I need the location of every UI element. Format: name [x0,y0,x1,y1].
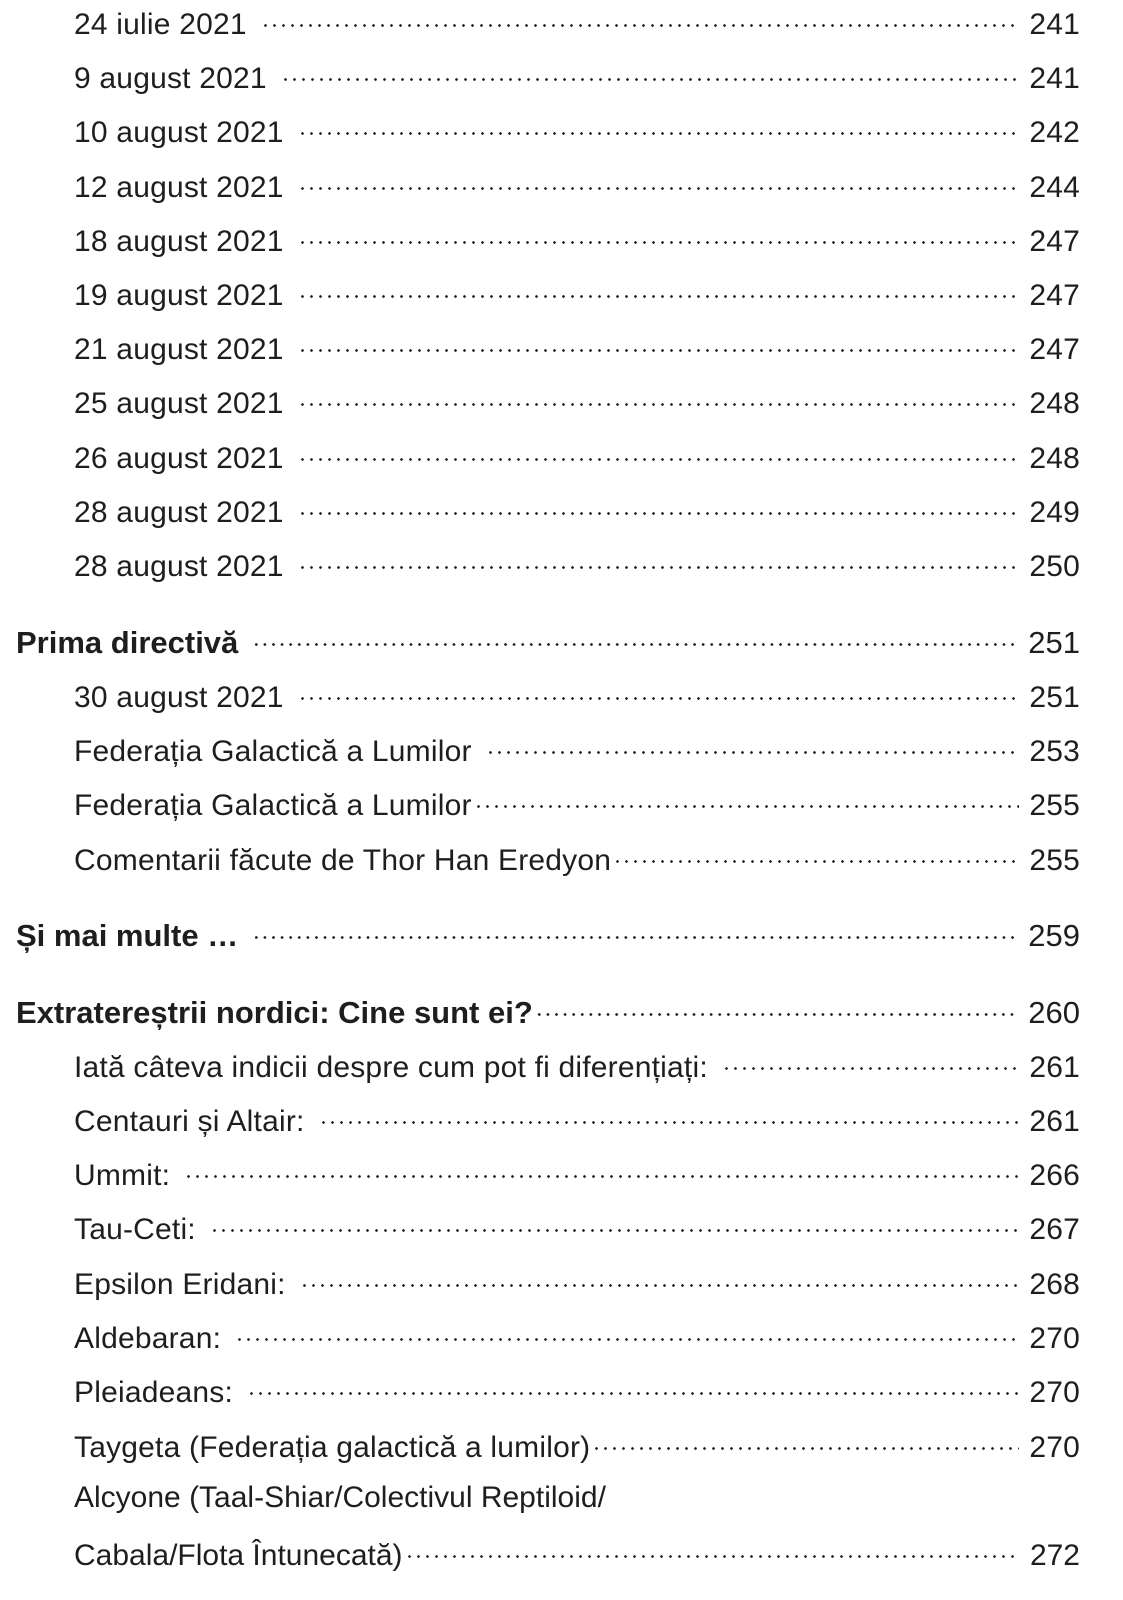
toc-entry-page: 272 [1029,1539,1080,1572]
toc-section-entry[interactable] [74,329,1080,367]
dot-leader [300,1264,1020,1294]
toc-entry-page: 247 [1029,225,1080,258]
dot-leader [319,1101,1020,1131]
toc-entry-page: 267 [1029,1213,1080,1246]
toc-entry-title-line1: Alcyone (Taal-Shiar/Colectivul Reptiloid/ [74,1481,606,1514]
toc-entry-title: Comentarii făcute de Thor Han Eredyon [74,844,612,877]
toc-entry-page: 260 [1028,995,1080,1030]
toc-entry-title: 24 iulie 2021 [74,8,247,41]
toc-entry-title: Pleiadeans: [74,1376,233,1409]
dot-leader [298,329,1020,359]
toc-entry-page: 251 [1028,625,1080,660]
dot-leader [298,492,1020,522]
toc-entry-title: Și mai multe … [16,918,239,953]
toc-entry-page: 250 [1029,550,1080,583]
toc-entry-title: 25 august 2021 [74,387,284,420]
dot-leader [252,622,1018,653]
toc-entry-title: Iată câteva indicii despre cum pot fi diferențiați: [74,1051,708,1084]
toc-section-entry[interactable] [74,4,1080,42]
toc-section-entry[interactable] [74,1047,1080,1085]
dot-leader [613,840,1019,870]
toc-entry-title: 30 august 2021 [74,681,284,714]
dot-leader [210,1209,1019,1239]
toc-section-entry[interactable] [74,112,1080,150]
dot-leader [298,438,1020,468]
dot-leader [298,383,1020,413]
toc-entry-page: 255 [1029,844,1080,877]
toc-entry-page: 259 [1028,918,1080,953]
dot-leader [298,546,1020,576]
toc-entry-title-line2: Cabala/Flota Întunecată) [74,1539,403,1572]
toc-entry-title: 18 august 2021 [74,225,284,258]
toc-entry-page: 261 [1029,1105,1080,1138]
toc-entry-title: 9 august 2021 [74,62,267,95]
toc-section-entry[interactable] [74,731,1080,769]
toc-entry-page: 253 [1029,735,1080,768]
toc-section-entry[interactable] [74,492,1080,530]
toc-entry-title: 21 august 2021 [74,333,284,366]
toc-entry-page: 247 [1029,279,1080,312]
toc-entry-page: 255 [1029,789,1080,822]
toc-section-entry[interactable] [74,1209,1080,1247]
dot-leader [474,785,1020,815]
toc-entry-title: Aldebaran: [74,1322,222,1355]
toc-entry-title: Ummit: [74,1159,171,1192]
toc-entry-page: 242 [1029,116,1080,149]
dot-leader [298,677,1020,707]
dot-leader [298,112,1020,142]
dot-leader [235,1318,1019,1348]
toc-section-entry[interactable] [74,275,1080,313]
toc-section-entry[interactable] [74,677,1080,715]
dot-leader [252,915,1018,946]
dot-leader [592,1427,1019,1457]
toc-entry-page: 270 [1029,1431,1080,1464]
toc-section-entry[interactable] [74,438,1080,476]
toc-section-entry[interactable] [74,1101,1080,1139]
toc-entry-title: 28 august 2021 [74,496,284,529]
toc-section-entry[interactable] [74,58,1080,96]
dot-leader [486,731,1020,761]
dot-leader [405,1535,1020,1565]
toc-entry-title: 19 august 2021 [74,279,284,312]
dot-leader [261,4,1020,34]
toc-section-entry[interactable] [74,840,1080,878]
toc-chapter-entry[interactable] [16,622,1080,661]
toc-entry-multiline[interactable] [74,1481,1080,1573]
dot-leader [247,1372,1019,1402]
dot-leader [298,275,1020,305]
toc-entry-page: 248 [1029,442,1080,475]
dot-leader [298,221,1020,251]
toc-section-entry[interactable] [74,546,1080,584]
toc-entry-page: 268 [1029,1268,1080,1301]
toc-chapter-entry[interactable] [16,992,1080,1031]
toc-entry-title: Prima directivă [16,625,239,660]
toc-entry-title: Tau-Ceti: [74,1213,196,1246]
toc-entry-title: Epsilon Eridani: [74,1268,286,1301]
toc-entry-page: 270 [1029,1376,1080,1409]
toc-section-entry[interactable] [74,167,1080,205]
toc-entry-page: 241 [1029,62,1080,95]
toc-section-entry[interactable] [74,1427,1080,1465]
toc-entry-page: 266 [1029,1159,1080,1192]
toc-section-entry[interactable] [74,221,1080,259]
dot-leader [535,992,1018,1023]
toc-entry-page: 270 [1029,1322,1080,1355]
dot-leader [184,1155,1019,1185]
toc-entry-title: 28 august 2021 [74,550,284,583]
toc-entry-title: Centauri și Altair: [74,1105,305,1138]
toc-entry-page: 261 [1029,1051,1080,1084]
toc-entry-page: 244 [1029,171,1080,204]
toc-entry-title: Taygeta (Federația galactică a lumilor) [74,1431,591,1464]
toc-section-entry[interactable] [74,1372,1080,1410]
toc-entry-page: 241 [1029,8,1080,41]
toc-entry-title: Extratereștrii nordici: Cine sunt ei? [16,995,533,1030]
toc-entry-title: 10 august 2021 [74,116,284,149]
toc-entry-title: 26 august 2021 [74,442,284,475]
toc-entry-page: 247 [1029,333,1080,366]
toc-entry-page: 249 [1029,496,1080,529]
toc-entry-line2 [74,1535,1080,1573]
dot-leader [298,167,1020,197]
toc-entry-title: Federația Galactică a Lumilor [74,735,472,768]
toc-entry-title: 12 august 2021 [74,171,284,204]
dot-leader [281,58,1020,88]
toc-entry-page: 248 [1029,387,1080,420]
toc-entry-title: Federația Galactică a Lumilor [74,789,472,822]
toc-chapter-entry[interactable] [16,915,1080,954]
dot-leader [722,1047,1019,1077]
toc-section-entry[interactable] [74,383,1080,421]
toc-section-entry[interactable] [74,1155,1080,1193]
toc-section-entry[interactable] [74,1318,1080,1356]
toc-entry-page: 251 [1029,681,1080,714]
toc-section-entry[interactable] [74,1264,1080,1302]
toc-section-entry[interactable] [74,785,1080,823]
